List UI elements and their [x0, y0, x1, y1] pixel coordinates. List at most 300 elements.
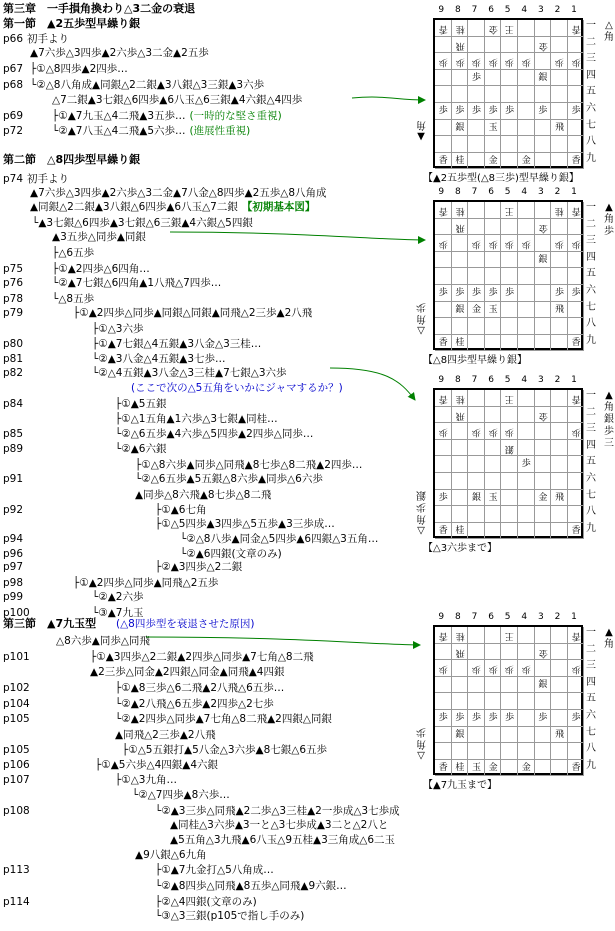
board-square: [551, 219, 568, 236]
page-ref: p74: [3, 173, 24, 185]
board-square: [485, 473, 502, 490]
board-square: [535, 285, 552, 302]
shogi-board: [433, 18, 583, 168]
board-square: [551, 86, 568, 103]
board-square: [535, 473, 552, 490]
board-square: [501, 219, 518, 236]
move-text: └②△4五銀▲3八金△3三桂▲7七銀△3六歩: [92, 367, 287, 379]
board-square: [485, 677, 502, 694]
board-square: [435, 506, 452, 523]
arrow-2: [170, 232, 425, 240]
file-label: 7: [471, 187, 478, 197]
board-square: [501, 335, 518, 352]
page-ref: p97: [3, 561, 24, 573]
board-square: [485, 268, 502, 285]
file-label: 1: [571, 375, 577, 385]
piece: 香: [571, 393, 581, 404]
board-square: [551, 268, 568, 285]
board-square: [468, 318, 485, 335]
board-square: [551, 335, 568, 352]
board-square: [468, 37, 485, 54]
piece: 香: [438, 393, 448, 404]
rank-label: 三: [586, 235, 596, 247]
move-text: └②▲3三歩△同飛▲2二歩△3三桂▲2一歩成△3七歩成: [155, 805, 400, 817]
board-square: [518, 136, 535, 153]
piece: 歩: [455, 288, 465, 298]
rank-label: 三: [586, 660, 596, 672]
piece: 歩: [538, 106, 548, 116]
file-label: 5: [504, 375, 511, 385]
board-square: [518, 710, 535, 727]
board-square: [518, 252, 535, 269]
piece: 歩: [488, 663, 498, 674]
piece: 歩: [554, 238, 564, 249]
rank-label: 九: [586, 334, 596, 346]
board-square: [518, 302, 535, 319]
piece: 歩: [438, 492, 448, 503]
board-square: [535, 120, 552, 137]
rank-label: 九: [586, 152, 596, 164]
board-square: [535, 727, 552, 744]
piece: 金: [538, 647, 548, 658]
board-square: [551, 423, 568, 440]
board-square: [568, 743, 585, 760]
rank-label: 一: [586, 627, 596, 638]
board-square: [485, 727, 502, 744]
piece: 歩: [554, 56, 564, 67]
board-square: [535, 20, 552, 37]
move-text: └②▲7七銀△6四角▲1八飛△7四歩…: [52, 277, 222, 289]
sente-hand: △角歩銀: [416, 489, 426, 536]
board-caption: 【△3六歩まで】: [423, 543, 498, 554]
board-square: [568, 506, 585, 523]
piece: 香: [438, 337, 448, 348]
move-text: ▲同歩△8六飛▲8七歩△8二飛: [135, 489, 272, 501]
board-square: [535, 86, 552, 103]
move-text: ▲7六歩△3四歩▲2六歩△3二金▲2五歩: [30, 47, 209, 59]
board-square: [468, 677, 485, 694]
move-text: └③▲7九玉: [92, 607, 144, 619]
move-text: (ここで次の△5五角をいかにジャマするか？): [131, 382, 343, 394]
piece: 玉: [488, 492, 498, 503]
board-square: [452, 136, 469, 153]
file-label: 2: [554, 5, 561, 15]
board-square: [535, 693, 552, 710]
board-square: [518, 440, 535, 457]
board-square: [468, 219, 485, 236]
section-3-note: (△8四歩型を衰退させた原因): [116, 618, 255, 630]
piece: 飛: [455, 647, 465, 658]
board-square: [568, 268, 585, 285]
board-square: [518, 120, 535, 137]
board-caption: 【△8四歩型早繰り銀】: [423, 355, 528, 366]
move-text: ▲3五歩△同歩▲同銀: [52, 231, 146, 243]
board-square: [518, 473, 535, 490]
board-square: [468, 693, 485, 710]
board-square: [485, 407, 502, 424]
board-square: [535, 423, 552, 440]
board-square: [535, 440, 552, 457]
piece: 桂: [455, 337, 465, 348]
rank-label: 六: [586, 102, 596, 114]
sente-hand: △角歩: [416, 301, 426, 336]
board-square: [452, 318, 469, 335]
piece: 歩: [554, 288, 564, 298]
sente-hand: ▲角: [416, 119, 426, 142]
piece: 金: [488, 155, 498, 166]
rank-label: 四: [586, 69, 596, 81]
page-ref: p81: [3, 353, 24, 365]
piece: 歩: [438, 713, 448, 723]
board-square: [551, 103, 568, 120]
file-label: 5: [504, 187, 511, 197]
board-square: [501, 120, 518, 137]
move-text: ├①△3六歩: [92, 323, 144, 335]
board-square: [501, 456, 518, 473]
board-square: [535, 743, 552, 760]
file-label: 6: [488, 187, 494, 197]
board-square: [535, 153, 552, 170]
move-text: ▲同桂△3六歩▲3一と△3七歩成▲3二と△2八と: [170, 819, 389, 831]
move-text: └②▲7八玉△4二飛▲5六歩…: [52, 125, 186, 137]
file-label: 4: [521, 187, 528, 197]
board-square: [535, 136, 552, 153]
board-square: [435, 456, 452, 473]
piece: 歩: [488, 238, 498, 249]
move-note: (進展性重視): [189, 125, 251, 137]
board-square: [568, 70, 585, 87]
board-square: [501, 407, 518, 424]
file-label: 7: [471, 612, 478, 622]
board-square: [551, 252, 568, 269]
move-text: ├①▲5五銀: [115, 398, 167, 410]
piece: 香: [571, 525, 581, 536]
move-text: └②▲2八飛△6五歩▲2四歩△2七歩: [115, 698, 274, 710]
board-square: [485, 440, 502, 457]
piece: 王: [505, 205, 515, 216]
piece: 歩: [488, 426, 498, 437]
piece: 香: [571, 23, 581, 34]
board-square: [551, 660, 568, 677]
board-square: [568, 693, 585, 710]
rank-label: 五: [586, 456, 596, 468]
piece: 歩: [488, 56, 498, 67]
board-square: [551, 760, 568, 777]
board-square: [551, 153, 568, 170]
board-square: [501, 743, 518, 760]
piece: 歩: [438, 663, 448, 674]
page-ref: p75: [3, 263, 24, 275]
board-square: [518, 103, 535, 120]
piece: 桂: [455, 525, 465, 536]
piece: 歩: [438, 106, 448, 116]
board-square: [468, 136, 485, 153]
board-square: [568, 318, 585, 335]
board-square: [568, 490, 585, 507]
page-ref: p108: [3, 805, 30, 817]
piece: 香: [438, 155, 448, 166]
piece: 飛: [554, 304, 564, 315]
page-ref: p99: [3, 591, 24, 603]
file-label: 6: [488, 5, 494, 15]
piece: 歩: [438, 288, 448, 298]
piece: 香: [571, 205, 581, 216]
board-square: [435, 440, 452, 457]
move-text: └②△8八角成▲同銀△2二銀▲3八銀△3三銀▲3六歩: [30, 79, 265, 91]
board-square: [435, 268, 452, 285]
piece: 歩: [505, 238, 515, 249]
board-square: [485, 37, 502, 54]
page-ref: p100: [3, 607, 30, 619]
board-square: [501, 302, 518, 319]
board-square: [568, 86, 585, 103]
move-text: ├①▲2四歩△6四角…: [52, 263, 150, 275]
page-ref: p106: [3, 759, 30, 771]
move-text: ├△6五歩: [52, 247, 95, 259]
board-square: [452, 677, 469, 694]
board-square: [568, 302, 585, 319]
shogi-board: [433, 388, 583, 538]
section-1-title: 第一節 ▲2五歩型早繰り銀: [3, 17, 141, 30]
move-note: 【初期基本図】: [241, 201, 316, 213]
piece: 桂: [455, 630, 465, 641]
rank-label: 八: [586, 136, 596, 148]
board-square: [468, 20, 485, 37]
move-text: ├①△3九角…: [115, 774, 177, 786]
arrow-1: [352, 97, 425, 100]
board-square: [518, 318, 535, 335]
board-square: [468, 390, 485, 407]
board-square: [452, 235, 469, 252]
board-square: [501, 318, 518, 335]
board-square: [452, 440, 469, 457]
piece: 歩: [538, 713, 548, 723]
board-square: [518, 390, 535, 407]
rank-label: 四: [586, 676, 596, 688]
board-square: [535, 456, 552, 473]
piece: 歩: [505, 426, 515, 437]
piece: 歩: [521, 459, 531, 470]
shogi-board: [433, 625, 583, 775]
page-ref: p107: [3, 774, 30, 786]
board-square: [435, 302, 452, 319]
board-square: [435, 120, 452, 137]
piece: 王: [505, 23, 515, 34]
board-square: [485, 335, 502, 352]
move-text: ├①△8六歩▲同歩△同飛▲8七歩△8二飛▲2四歩…: [135, 459, 363, 471]
piece: 桂: [455, 23, 465, 34]
rank-label: 五: [586, 268, 596, 280]
board-square: [551, 523, 568, 540]
piece: 香: [571, 337, 581, 348]
board-square: [551, 20, 568, 37]
move-text: └△8五歩: [52, 293, 95, 305]
board-square: [452, 473, 469, 490]
rank-label: 五: [586, 86, 596, 98]
board-square: [468, 743, 485, 760]
board-square: [501, 506, 518, 523]
board-square: [551, 693, 568, 710]
board-square: [518, 523, 535, 540]
move-text: ▲5五角△3九飛▲6八玉△9五桂▲3三角成△6二玉: [170, 834, 396, 846]
rank-label: 六: [586, 284, 596, 296]
board-square: [518, 268, 535, 285]
piece: 銀: [538, 679, 548, 690]
rank-labels: [586, 18, 596, 167]
move-text: ├①▲3四歩△2二銀▲2四歩△同歩▲7七角△8二飛: [90, 651, 314, 663]
rank-label: 一: [586, 20, 596, 31]
move-text: └②▲6六銀: [115, 443, 167, 455]
file-label: 4: [521, 375, 528, 385]
board-square: [518, 202, 535, 219]
page-ref: p102: [3, 682, 30, 694]
board-square: [551, 627, 568, 644]
board-square: [535, 660, 552, 677]
gote-hand: ▲角銀歩三: [604, 390, 614, 449]
move-text: └②△6五歩▲4六歩△5四歩▲2四歩△同歩…: [115, 428, 314, 440]
board-square: [485, 693, 502, 710]
board-caption: 【▲2五歩型(△8三歩)型早繰り銀】: [423, 173, 579, 184]
page-ref: p69: [3, 110, 24, 122]
move-text: ├①▲5六歩△4四銀▲4六銀: [95, 759, 219, 771]
piece: 歩: [471, 106, 481, 116]
board-square: [485, 202, 502, 219]
rank-label: 六: [586, 709, 596, 721]
piece: 歩: [438, 238, 448, 249]
piece: 歩: [471, 713, 481, 723]
file-labels: [433, 376, 582, 385]
piece: 金: [538, 410, 548, 421]
piece: 歩: [455, 56, 465, 67]
piece: 歩: [505, 713, 515, 723]
file-label: 2: [554, 187, 561, 197]
rank-label: 四: [586, 439, 596, 451]
board-square: [568, 456, 585, 473]
move-text: △7二銀▲3七銀△6四歩▲6八玉△6三銀▲4六銀△4四歩: [52, 94, 303, 106]
piece: 桂: [455, 155, 465, 166]
piece: 金: [521, 762, 531, 773]
rank-labels: [586, 200, 596, 349]
file-label: 3: [537, 187, 544, 197]
file-label: 8: [455, 612, 461, 622]
board-square: [452, 490, 469, 507]
piece: 香: [438, 762, 448, 773]
board-square: [468, 252, 485, 269]
arrow-4: [146, 637, 420, 645]
board-square: [535, 235, 552, 252]
piece: 歩: [471, 72, 481, 83]
move-text: ▲7六歩△3四歩▲2六歩△3二金▲7八金△8四歩▲2五歩△8八角成: [30, 187, 327, 199]
file-label: 9: [438, 187, 445, 197]
board-square: [535, 523, 552, 540]
file-label: 8: [455, 375, 461, 385]
move-text: 初手より: [27, 33, 69, 45]
piece: 香: [571, 762, 581, 773]
board-square: [518, 727, 535, 744]
board-square: [452, 506, 469, 523]
move-text: ├①△5五銀打▲5八金△3六歩▲8七銀△6五歩: [122, 744, 328, 756]
move-text: └②△8八歩▲同金△5四歩▲6四銀△3五角…: [180, 533, 379, 545]
page-ref: p68: [3, 79, 24, 91]
piece: 香: [438, 23, 448, 34]
page-ref: p82: [3, 367, 24, 379]
move-text: ├②▲3四歩△2二銀: [155, 561, 243, 573]
board-square: [468, 86, 485, 103]
rank-label: 八: [586, 506, 596, 518]
board-square: [468, 727, 485, 744]
shogi-board: [433, 200, 583, 350]
piece: 飛: [554, 122, 564, 133]
rank-label: 七: [586, 726, 596, 738]
section-3-title: 第三節 ▲7九玉型: [3, 617, 97, 630]
piece: 歩: [488, 288, 498, 298]
chapter-title: 第三章 一手損角換わり△3二金の衰退: [3, 2, 196, 15]
page-ref: p76: [3, 277, 24, 289]
board-square: [518, 219, 535, 236]
file-label: 3: [537, 375, 544, 385]
piece: 金: [538, 40, 548, 51]
rank-label: 七: [586, 489, 596, 501]
rank-label: 四: [586, 251, 596, 263]
file-label: 9: [438, 612, 445, 622]
board-square: [452, 456, 469, 473]
board-square: [518, 490, 535, 507]
board-square: [518, 743, 535, 760]
rank-label: 六: [586, 472, 596, 484]
board-square: [518, 423, 535, 440]
rank-label: 一: [586, 202, 596, 213]
board-square: [551, 473, 568, 490]
file-labels: [433, 613, 582, 622]
piece: 歩: [471, 238, 481, 249]
piece: 歩: [571, 713, 581, 723]
board-square: [452, 86, 469, 103]
board-square: [551, 407, 568, 424]
board-square: [485, 743, 502, 760]
file-label: 4: [521, 612, 528, 622]
piece: 桂: [455, 393, 465, 404]
file-label: 1: [571, 187, 577, 197]
board-square: [518, 677, 535, 694]
board-square: [535, 390, 552, 407]
board-square: [518, 407, 535, 424]
move-text: ├①▲7九金打△5八角成…: [155, 864, 274, 876]
page-ref: p98: [3, 577, 24, 589]
file-labels: [433, 6, 582, 15]
board-square: [435, 644, 452, 661]
rank-label: 八: [586, 318, 596, 330]
piece: 銀: [455, 122, 465, 133]
rank-labels: [586, 388, 596, 537]
board-square: [568, 37, 585, 54]
move-text: ├①△5四歩▲3四歩△5五歩▲3三歩成…: [155, 518, 335, 530]
board-square: [485, 627, 502, 644]
move-text: ├①▲8三歩△6二飛▲2八飛△6五歩…: [115, 682, 285, 694]
board-square: [551, 136, 568, 153]
rank-label: 三: [586, 53, 596, 65]
rank-label: 七: [586, 119, 596, 131]
board-square: [518, 506, 535, 523]
file-label: 3: [537, 612, 544, 622]
file-label: 8: [455, 187, 461, 197]
page-ref: p105: [3, 713, 30, 725]
board-square: [535, 506, 552, 523]
file-label: 6: [488, 612, 494, 622]
board-square: [535, 268, 552, 285]
move-text: ├①▲2四歩△同歩▲同銀△同銀▲同飛△2三歩▲2八飛: [73, 307, 313, 319]
file-label: 4: [521, 5, 528, 15]
board-square: [435, 693, 452, 710]
